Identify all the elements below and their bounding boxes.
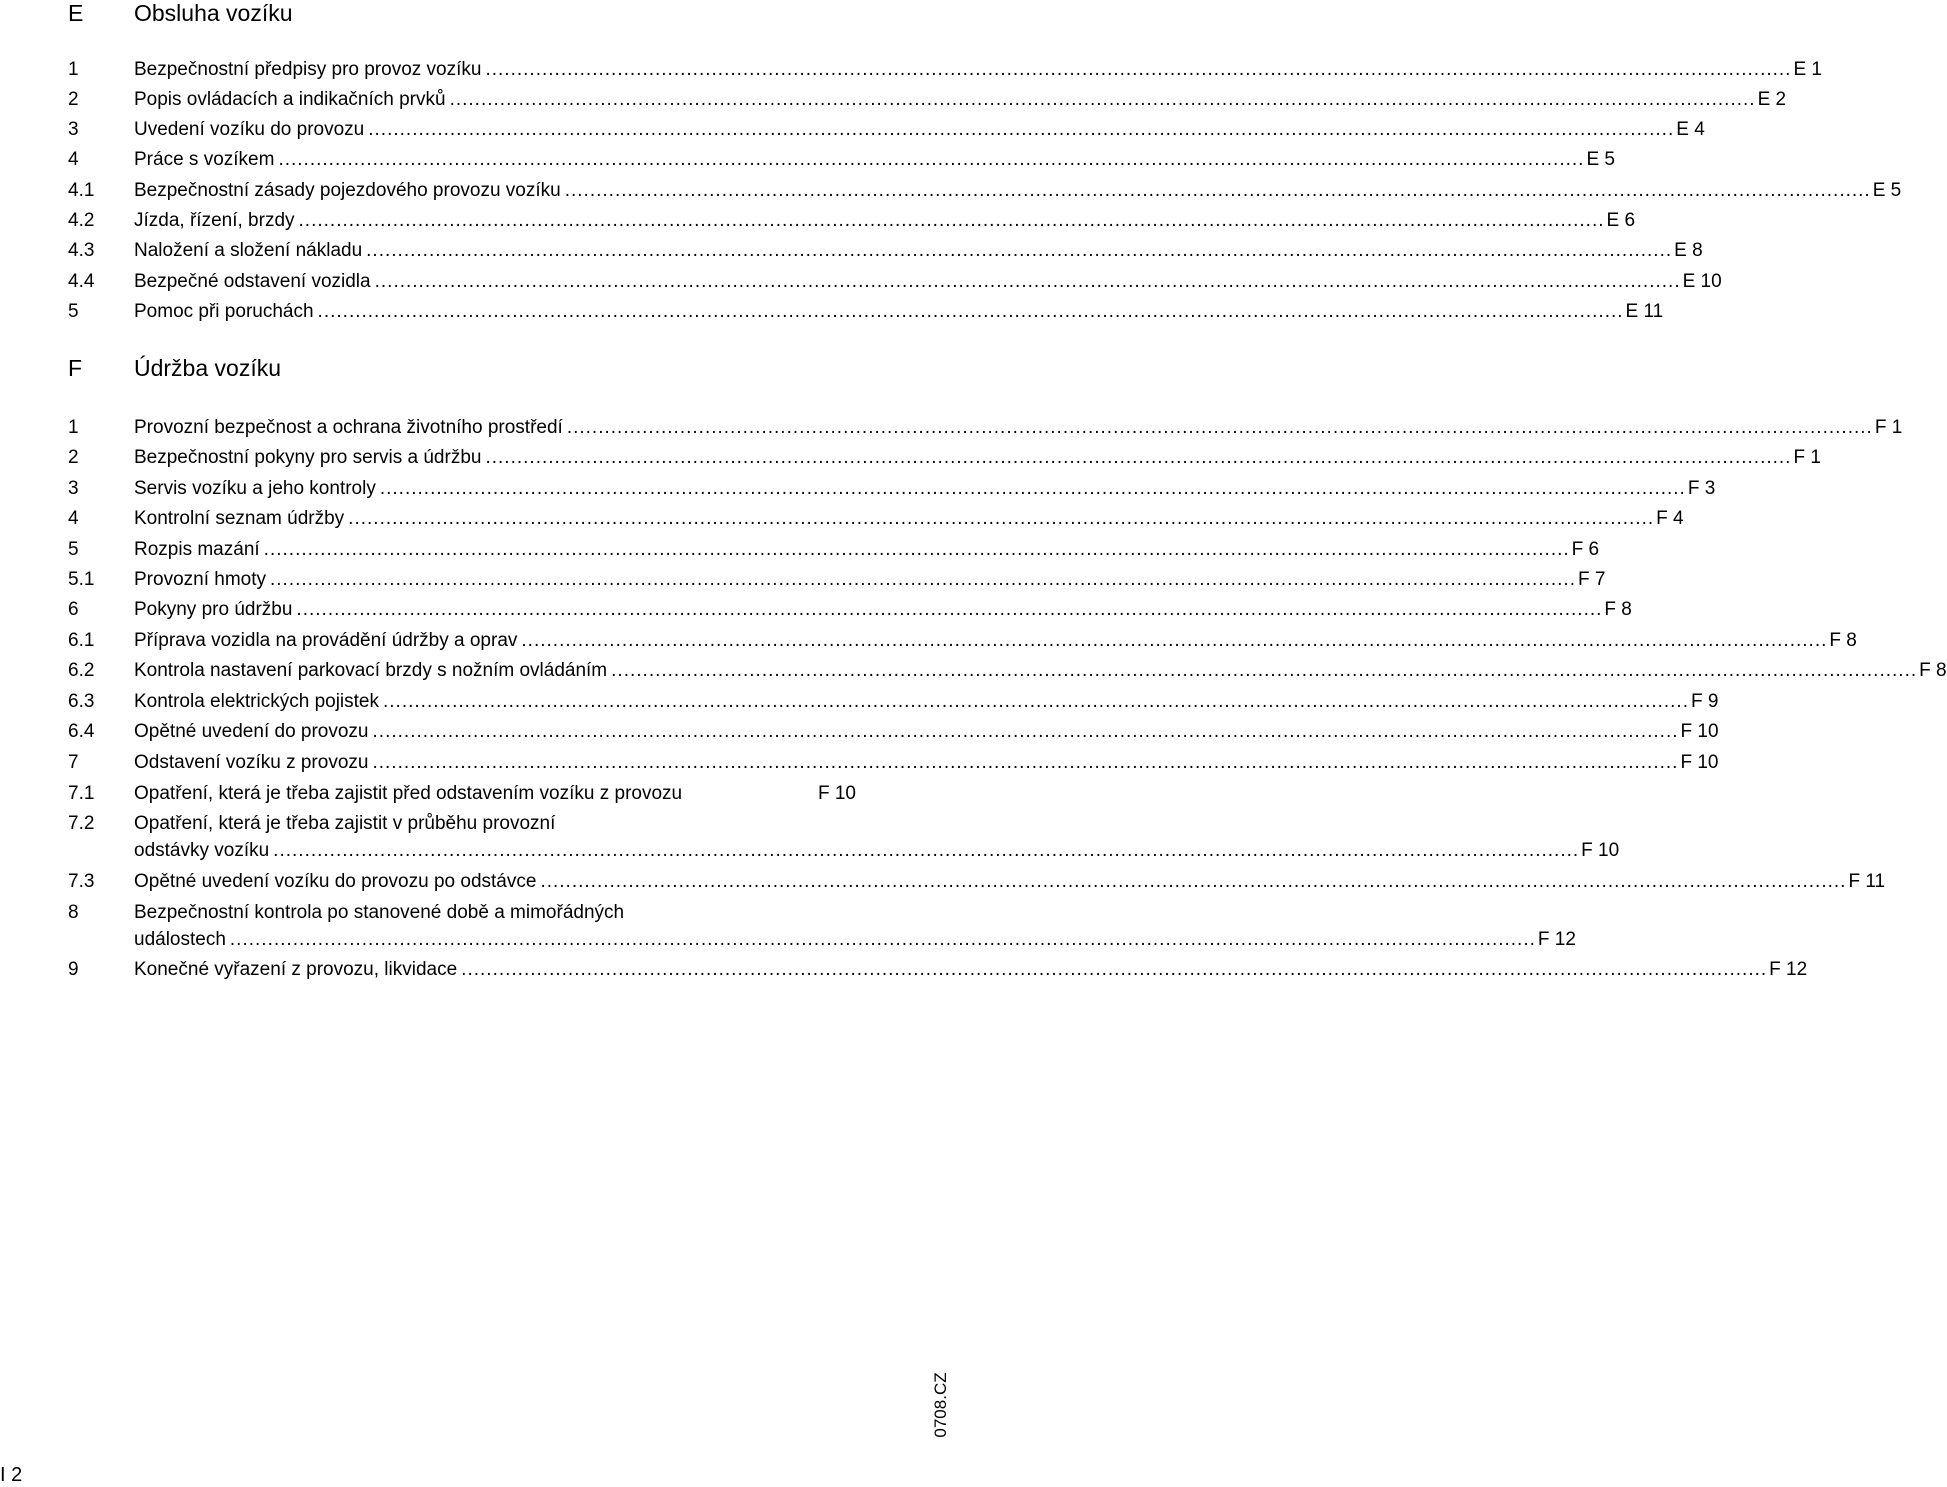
entry-title: Práce s vozíkem <box>134 149 275 170</box>
entry-title: Opatření, která je třeba zajistit v průběhu provozní <box>134 813 556 834</box>
entry-number: 3 <box>68 119 79 140</box>
dot-leader <box>611 657 1917 684</box>
entry-number: 4 <box>68 508 79 529</box>
entry-number: 6.4 <box>68 721 95 742</box>
entry-page: E 5 <box>1586 149 1615 170</box>
dot-leader <box>380 475 1686 502</box>
entry-title: Bezpečnostní kontrola po stanovené době a mimořádných <box>134 902 625 923</box>
dot-leader <box>375 268 1681 295</box>
entry-number: 6.3 <box>68 691 95 712</box>
entry-page: E 10 <box>1682 271 1722 292</box>
entry-number: 9 <box>68 959 79 980</box>
entry-title: Naložení a složení nákladu <box>134 240 363 261</box>
dot-leader <box>373 718 1679 745</box>
entry-page: F 3 <box>1687 478 1716 499</box>
entry-title: Opětné uvedení vozíku do provozu po odstávce <box>134 871 537 892</box>
entry-number: 1 <box>68 417 79 438</box>
dot-leader <box>383 688 1689 715</box>
entry-page: F 8 <box>1919 660 1947 681</box>
entry-page: F 9 <box>1691 691 1719 712</box>
entry-number: 4.2 <box>68 210 95 231</box>
entry-page: F 4 <box>1656 508 1684 529</box>
entry-number: 3 <box>68 478 79 499</box>
entry-page: E 1 <box>1793 59 1822 80</box>
entry-number: 7.2 <box>68 813 95 834</box>
dot-leader <box>270 566 1576 593</box>
entry-number: 7.3 <box>68 871 95 892</box>
entry-title: Popis ovládacích a indikačních prvků <box>134 89 446 110</box>
dot-leader <box>540 868 1846 895</box>
entry-number: 2 <box>68 447 79 468</box>
entry-number: 4.1 <box>68 180 95 201</box>
entry-title-continued: odstávky vozíku <box>134 840 270 861</box>
entry-page: F 12 <box>1537 929 1576 950</box>
section-title: Obsluha vozíku <box>134 0 293 26</box>
entry-title: Bezpečnostní zásady pojezdového provozu vozíku <box>134 180 561 201</box>
dot-leader <box>565 177 1871 204</box>
entry-page: F 11 <box>1848 871 1886 892</box>
entry-number: 6.1 <box>68 630 95 651</box>
entry-title: Odstavení vozíku z provozu <box>134 752 369 773</box>
entry-title: Provozní hmoty <box>134 569 266 590</box>
entry-title: Pokyny pro údržbu <box>134 599 293 620</box>
entry-title: Servis vozíku a jeho kontroly <box>134 478 376 499</box>
entry-page: F 8 <box>1604 599 1632 620</box>
entry-title: Kontrola elektrických pojistek <box>134 691 379 712</box>
dot-leader <box>264 536 1570 563</box>
entry-page: F 6 <box>1571 539 1600 560</box>
entry-title: Pomoc při poruchách <box>134 301 314 322</box>
entry-page: F 10 <box>817 783 856 804</box>
page-number: I 2 <box>0 1464 23 1486</box>
entry-title: Opatření, která je třeba zajistit před odstavením vozíku z provozu <box>134 783 683 804</box>
entry-page: F 10 <box>1581 840 1620 861</box>
dot-leader <box>318 298 1624 325</box>
entry-title: Rozpis mazání <box>134 539 260 560</box>
entry-title: Kontrola nastavení parkovací brzdy s nožním ovládáním <box>134 660 608 681</box>
entry-page: F 1 <box>1793 447 1821 468</box>
dot-leader <box>299 207 1605 234</box>
entry-number: 5.1 <box>68 569 95 590</box>
entry-title: Jízda, řízení, brzdy <box>134 210 295 231</box>
entry-page: F 1 <box>1874 417 1903 438</box>
dot-leader <box>450 86 1756 113</box>
entry-number: 2 <box>68 89 79 110</box>
entry-title: Bezpečné odstavení vozidla <box>134 271 371 292</box>
entry-number: 4 <box>68 149 79 170</box>
section-letter: E <box>68 0 84 26</box>
dot-leader <box>273 837 1579 864</box>
entry-page: E 8 <box>1674 240 1703 261</box>
dot-leader <box>485 444 1791 471</box>
entry-page: E 6 <box>1606 210 1636 231</box>
entry-title: Opětné uvedení do provozu <box>134 721 369 742</box>
entry-title: Uvedení vozíku do provozu <box>134 119 365 140</box>
dot-leader <box>372 749 1678 776</box>
dot-leader <box>278 146 1584 173</box>
dot-leader <box>567 414 1873 441</box>
document-code <box>930 1370 952 1440</box>
entry-number: 6.2 <box>68 660 95 681</box>
entry-title: Konečné vyřazení z provozu, likvidace <box>134 959 458 980</box>
dot-leader <box>296 596 1602 623</box>
entry-title: Bezpečnostní předpisy pro provoz vozíku <box>134 59 482 80</box>
entry-page: F 7 <box>1578 569 1606 590</box>
dot-leader <box>521 627 1827 654</box>
document-code-text: 0708.CZ <box>931 1372 950 1438</box>
entry-number: 5 <box>68 539 79 560</box>
entry-title: Bezpečnostní pokyny pro servis a údržbu <box>134 447 482 468</box>
entry-number: 5 <box>68 301 79 322</box>
entry-number: 1 <box>68 59 79 80</box>
entry-page: E 5 <box>1872 180 1902 201</box>
section-heading-f <box>0 355 960 389</box>
entry-page: F 10 <box>1680 752 1719 773</box>
entry-page: F 8 <box>1829 630 1857 651</box>
dot-leader <box>461 956 1767 983</box>
entry-number: 7.1 <box>68 783 95 804</box>
entry-title: Příprava vozidla na provádění údržby a oprav <box>134 630 518 651</box>
section-title: Údržba vozíku <box>134 355 282 381</box>
entry-title-continued: událostech <box>134 929 226 950</box>
dot-leader <box>368 116 1674 143</box>
entry-page: E 11 <box>1625 301 1664 322</box>
section-heading-e <box>0 0 960 34</box>
entry-page: E 4 <box>1676 119 1705 140</box>
dot-leader <box>230 926 1536 953</box>
entry-number: 4.4 <box>68 271 95 292</box>
entry-title: Kontrolní seznam údržby <box>134 508 345 529</box>
entry-page: F 10 <box>1680 721 1719 742</box>
dot-leader <box>366 237 1672 264</box>
entry-title: Provozní bezpečnost a ochrana životního prostředí <box>134 417 563 438</box>
dot-leader <box>348 505 1654 532</box>
section-letter: F <box>68 355 83 381</box>
entry-page: F 12 <box>1769 959 1808 980</box>
entry-number: 6 <box>68 599 79 620</box>
entry-number: 8 <box>68 902 79 923</box>
entry-page: E 2 <box>1757 89 1787 110</box>
entry-number: 4.3 <box>68 240 95 261</box>
dot-leader <box>485 56 1791 83</box>
entry-number: 7 <box>68 752 79 773</box>
